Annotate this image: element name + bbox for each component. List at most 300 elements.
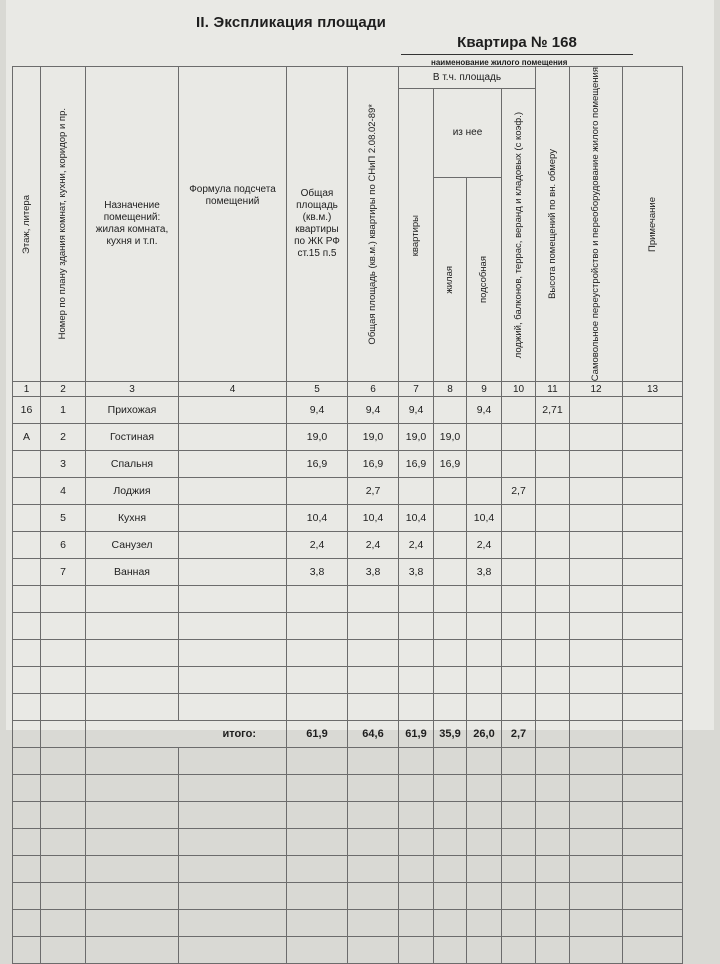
cell-note (623, 640, 683, 667)
empty-cell (570, 748, 623, 775)
cell-area-snip: 9,4 (348, 397, 399, 424)
cell-number: 7 (41, 559, 86, 586)
empty-cell (13, 856, 41, 883)
empty-cell (502, 748, 536, 775)
empty-cell (570, 775, 623, 802)
cell-area-snip: 16,9 (348, 451, 399, 478)
cell-apartment: 19,0 (399, 424, 434, 451)
empty-cell (86, 883, 179, 910)
cell-purpose: Санузел (86, 532, 179, 559)
total-row (13, 721, 683, 748)
empty-cell (399, 883, 434, 910)
cell-auxiliary (467, 424, 502, 451)
column-number: 9 (467, 382, 502, 397)
cell-auxiliary (467, 586, 502, 613)
cell-number: 1 (41, 397, 86, 424)
empty-cell (287, 937, 348, 964)
empty-cell (41, 775, 86, 802)
cell-living: 16,9 (434, 451, 467, 478)
cell-apartment (399, 694, 434, 721)
empty-cell (179, 802, 287, 829)
cell-loggias: 2,7 (502, 478, 536, 505)
cell-floor (13, 559, 41, 586)
table-row (13, 397, 683, 424)
cell-loggias (502, 397, 536, 424)
cell-living (434, 559, 467, 586)
empty-cell (570, 802, 623, 829)
cell-formula (179, 397, 287, 424)
cell-note (623, 559, 683, 586)
cell-unauthorized (570, 667, 623, 694)
total-cell-living: 35,9 (434, 721, 467, 748)
column-number: 4 (179, 382, 287, 397)
table-row (13, 667, 683, 694)
cell-apartment: 3,8 (399, 559, 434, 586)
empty-cell (287, 775, 348, 802)
cell-height (536, 505, 570, 532)
cell-loggias (502, 451, 536, 478)
table-row (13, 613, 683, 640)
explication-table (12, 66, 683, 964)
cell-unauthorized (570, 640, 623, 667)
empty-cell (399, 775, 434, 802)
cell-unauthorized (570, 397, 623, 424)
total-cell-area-snip: 64,6 (348, 721, 399, 748)
cell-living (434, 613, 467, 640)
cell-note (623, 532, 683, 559)
empty-cell (41, 883, 86, 910)
empty-cell (399, 856, 434, 883)
cell-note (623, 505, 683, 532)
empty-cell (399, 802, 434, 829)
cell-unauthorized (570, 424, 623, 451)
apartment-caption: наименование жилого помещения (431, 58, 568, 67)
col-header-note: Примечание (623, 67, 683, 382)
empty-cell (13, 883, 41, 910)
cell-height: 2,71 (536, 397, 570, 424)
cell-height (536, 478, 570, 505)
cell-floor (13, 478, 41, 505)
cell-formula (179, 586, 287, 613)
cell-purpose: Лоджия (86, 478, 179, 505)
cell-living (434, 640, 467, 667)
cell-formula (179, 667, 287, 694)
empty-cell (570, 829, 623, 856)
empty-cell (434, 910, 467, 937)
empty-cell (536, 829, 570, 856)
empty-cell (502, 910, 536, 937)
cell-area-snip (348, 667, 399, 694)
cell-area-zhk: 19,0 (287, 424, 348, 451)
cell-height (536, 559, 570, 586)
empty-cell (536, 721, 570, 748)
empty-cell (348, 910, 399, 937)
empty-cell (536, 802, 570, 829)
column-number: 6 (348, 382, 399, 397)
empty-cell (179, 910, 287, 937)
cell-note (623, 451, 683, 478)
empty-cell (41, 829, 86, 856)
col-header-number: Номер по плану здания комнат, кухни, коридор и пр. (41, 67, 86, 382)
cell-floor (13, 640, 41, 667)
cell-apartment (399, 478, 434, 505)
empty-cell (86, 748, 179, 775)
empty-cell (467, 910, 502, 937)
empty-cell (434, 937, 467, 964)
column-number: 2 (41, 382, 86, 397)
cell-area-zhk (287, 667, 348, 694)
cell-height (536, 586, 570, 613)
empty-cell (467, 775, 502, 802)
cell-note (623, 613, 683, 640)
cell-area-zhk: 2,4 (287, 532, 348, 559)
column-number: 1 (13, 382, 41, 397)
empty-cell (536, 910, 570, 937)
empty-cell (502, 937, 536, 964)
col-header-unauthorized: Самовольное переустройство и переоборудование жилого помещения (570, 67, 623, 382)
empty-cell (467, 829, 502, 856)
empty-cell (399, 910, 434, 937)
cell-unauthorized (570, 451, 623, 478)
cell-purpose: Спальня (86, 451, 179, 478)
col-header-formula: Формула подсчета помещений (179, 67, 287, 382)
empty-cell (287, 910, 348, 937)
empty-cell (502, 775, 536, 802)
cell-area-zhk: 10,4 (287, 505, 348, 532)
cell-formula (179, 424, 287, 451)
column-number: 7 (399, 382, 434, 397)
empty-cell (570, 721, 623, 748)
empty-cell (434, 748, 467, 775)
table-row (13, 478, 683, 505)
empty-cell (399, 748, 434, 775)
cell-purpose: Гостиная (86, 424, 179, 451)
cell-apartment: 9,4 (399, 397, 434, 424)
cell-living (434, 505, 467, 532)
cell-auxiliary (467, 640, 502, 667)
cell-living (434, 667, 467, 694)
empty-cell (502, 883, 536, 910)
empty-cell (502, 856, 536, 883)
empty-cell (502, 829, 536, 856)
cell-floor: 16 (13, 397, 41, 424)
col-header-height: Высота помещений по вн. обмеру (536, 67, 570, 382)
col-header-apartment: квартиры (399, 89, 434, 382)
table-row (13, 937, 683, 964)
empty-cell (86, 829, 179, 856)
cell-living (434, 586, 467, 613)
page-title: II. Экспликация площади (196, 14, 387, 31)
cell-apartment: 16,9 (399, 451, 434, 478)
empty-cell (287, 829, 348, 856)
cell-auxiliary: 3,8 (467, 559, 502, 586)
cell-unauthorized (570, 586, 623, 613)
column-number: 3 (86, 382, 179, 397)
cell-apartment (399, 640, 434, 667)
empty-cell (13, 721, 41, 748)
cell-unauthorized (570, 559, 623, 586)
cell-loggias (502, 424, 536, 451)
table-row (13, 505, 683, 532)
cell-height (536, 424, 570, 451)
cell-number: 6 (41, 532, 86, 559)
empty-cell (623, 829, 683, 856)
cell-formula (179, 505, 287, 532)
cell-apartment (399, 613, 434, 640)
empty-cell (287, 748, 348, 775)
empty-cell (434, 829, 467, 856)
empty-cell (86, 802, 179, 829)
col-header-subgroup: из нее (434, 89, 502, 178)
cell-floor (13, 505, 41, 532)
cell-purpose (86, 694, 179, 721)
cell-note (623, 694, 683, 721)
column-number: 5 (287, 382, 348, 397)
cell-floor: А (13, 424, 41, 451)
empty-cell (179, 883, 287, 910)
cell-purpose: Кухня (86, 505, 179, 532)
cell-apartment: 10,4 (399, 505, 434, 532)
empty-cell (179, 748, 287, 775)
cell-note (623, 478, 683, 505)
cell-living (434, 532, 467, 559)
cell-loggias (502, 505, 536, 532)
cell-area-zhk: 9,4 (287, 397, 348, 424)
empty-cell (86, 937, 179, 964)
cell-apartment: 2,4 (399, 532, 434, 559)
empty-cell (287, 802, 348, 829)
total-cell-apartment: 61,9 (399, 721, 434, 748)
cell-unauthorized (570, 613, 623, 640)
empty-cell (434, 883, 467, 910)
cell-height (536, 694, 570, 721)
empty-cell (536, 883, 570, 910)
document-sheet (6, 0, 714, 741)
table-row (13, 910, 683, 937)
cell-living (434, 478, 467, 505)
empty-cell (623, 802, 683, 829)
cell-area-snip (348, 694, 399, 721)
empty-cell (41, 937, 86, 964)
col-header-floor: Этаж, литера (13, 67, 41, 382)
table-row (13, 856, 683, 883)
table-row (13, 586, 683, 613)
empty-cell (536, 748, 570, 775)
empty-cell (287, 856, 348, 883)
column-number: 10 (502, 382, 536, 397)
cell-unauthorized (570, 694, 623, 721)
cell-loggias (502, 640, 536, 667)
empty-cell (348, 775, 399, 802)
cell-number (41, 694, 86, 721)
cell-height (536, 667, 570, 694)
cell-area-zhk (287, 694, 348, 721)
cell-height (536, 613, 570, 640)
cell-area-zhk: 3,8 (287, 559, 348, 586)
col-header-loggias: лоджий, балконов, террас, веранд и кладовых (с коэф.) (502, 89, 536, 382)
cell-unauthorized (570, 532, 623, 559)
cell-number: 4 (41, 478, 86, 505)
empty-cell (348, 748, 399, 775)
cell-number (41, 613, 86, 640)
cell-purpose: Ванная (86, 559, 179, 586)
cell-auxiliary (467, 667, 502, 694)
table-row (13, 559, 683, 586)
column-number: 12 (570, 382, 623, 397)
col-header-auxiliary: подсобная (467, 178, 502, 382)
cell-number: 3 (41, 451, 86, 478)
empty-cell (434, 802, 467, 829)
total-cell-auxiliary: 26,0 (467, 721, 502, 748)
cell-height (536, 451, 570, 478)
cell-number: 5 (41, 505, 86, 532)
empty-cell (623, 883, 683, 910)
empty-cell (623, 910, 683, 937)
empty-cell (467, 856, 502, 883)
column-numbers-row (13, 382, 683, 397)
cell-living: 19,0 (434, 424, 467, 451)
cell-formula (179, 613, 287, 640)
table-row (13, 748, 683, 775)
empty-cell (502, 802, 536, 829)
empty-cell (348, 937, 399, 964)
table-row (13, 694, 683, 721)
empty-cell (13, 802, 41, 829)
cell-formula (179, 532, 287, 559)
cell-area-snip (348, 640, 399, 667)
empty-cell (467, 883, 502, 910)
table-row (13, 532, 683, 559)
cell-purpose (86, 640, 179, 667)
empty-cell (41, 802, 86, 829)
cell-living (434, 397, 467, 424)
cell-unauthorized (570, 505, 623, 532)
empty-cell (348, 856, 399, 883)
cell-area-snip: 3,8 (348, 559, 399, 586)
empty-cell (86, 856, 179, 883)
empty-cell (399, 829, 434, 856)
cell-auxiliary (467, 451, 502, 478)
cell-purpose (86, 667, 179, 694)
cell-formula (179, 694, 287, 721)
total-cell-area-zhk: 61,9 (287, 721, 348, 748)
cell-area-zhk (287, 613, 348, 640)
empty-cell (179, 775, 287, 802)
cell-auxiliary (467, 694, 502, 721)
empty-cell (399, 937, 434, 964)
col-header-area-snip: Общая площадь (кв.м.) квартиры по СНиП 2.08.02-89* (348, 67, 399, 382)
empty-cell (623, 775, 683, 802)
empty-cell (13, 775, 41, 802)
empty-cell (41, 721, 86, 748)
empty-cell (536, 856, 570, 883)
cell-auxiliary (467, 478, 502, 505)
table-row (13, 451, 683, 478)
empty-cell (13, 910, 41, 937)
empty-cell (179, 856, 287, 883)
table-row (13, 640, 683, 667)
empty-cell (467, 748, 502, 775)
cell-purpose (86, 586, 179, 613)
empty-cell (86, 775, 179, 802)
cell-area-zhk: 16,9 (287, 451, 348, 478)
empty-cell (86, 910, 179, 937)
cell-floor (13, 613, 41, 640)
empty-cell (13, 748, 41, 775)
cell-formula (179, 451, 287, 478)
empty-cell (623, 748, 683, 775)
cell-floor (13, 532, 41, 559)
table-row (13, 775, 683, 802)
cell-floor (13, 586, 41, 613)
cell-number (41, 640, 86, 667)
col-header-area-zhk: Общая площадь (кв.м.) квартиры по ЖК РФ ст.15 п.5 (287, 67, 348, 382)
cell-area-zhk (287, 478, 348, 505)
cell-auxiliary (467, 613, 502, 640)
cell-loggias (502, 559, 536, 586)
cell-purpose (86, 613, 179, 640)
table-row (13, 802, 683, 829)
empty-cell (536, 775, 570, 802)
cell-area-snip: 19,0 (348, 424, 399, 451)
apartment-title: Квартира № 168 (401, 34, 633, 55)
cell-area-snip (348, 586, 399, 613)
cell-loggias (502, 586, 536, 613)
cell-purpose: Прихожая (86, 397, 179, 424)
cell-area-snip: 2,7 (348, 478, 399, 505)
cell-floor (13, 667, 41, 694)
cell-unauthorized (570, 478, 623, 505)
empty-cell (623, 856, 683, 883)
cell-apartment (399, 667, 434, 694)
empty-cell (41, 910, 86, 937)
cell-height (536, 532, 570, 559)
cell-area-snip: 2,4 (348, 532, 399, 559)
empty-cell (41, 856, 86, 883)
empty-cell (434, 856, 467, 883)
empty-cell (623, 937, 683, 964)
column-number: 13 (623, 382, 683, 397)
cell-auxiliary: 9,4 (467, 397, 502, 424)
empty-cell (467, 802, 502, 829)
empty-cell (623, 721, 683, 748)
cell-formula (179, 559, 287, 586)
empty-cell (348, 883, 399, 910)
empty-cell (434, 775, 467, 802)
cell-area-snip (348, 613, 399, 640)
empty-cell (348, 802, 399, 829)
empty-cell (570, 937, 623, 964)
col-header-group: В т.ч. площадь (399, 67, 536, 89)
cell-area-zhk (287, 640, 348, 667)
cell-note (623, 424, 683, 451)
cell-loggias (502, 532, 536, 559)
cell-formula (179, 640, 287, 667)
empty-cell (570, 856, 623, 883)
table-row (13, 883, 683, 910)
cell-number: 2 (41, 424, 86, 451)
cell-auxiliary: 10,4 (467, 505, 502, 532)
table-row (13, 424, 683, 451)
empty-cell (179, 937, 287, 964)
empty-cell (13, 829, 41, 856)
empty-cell (13, 937, 41, 964)
cell-floor (13, 694, 41, 721)
cell-note (623, 667, 683, 694)
total-cell-loggias: 2,7 (502, 721, 536, 748)
cell-note (623, 586, 683, 613)
cell-number (41, 667, 86, 694)
